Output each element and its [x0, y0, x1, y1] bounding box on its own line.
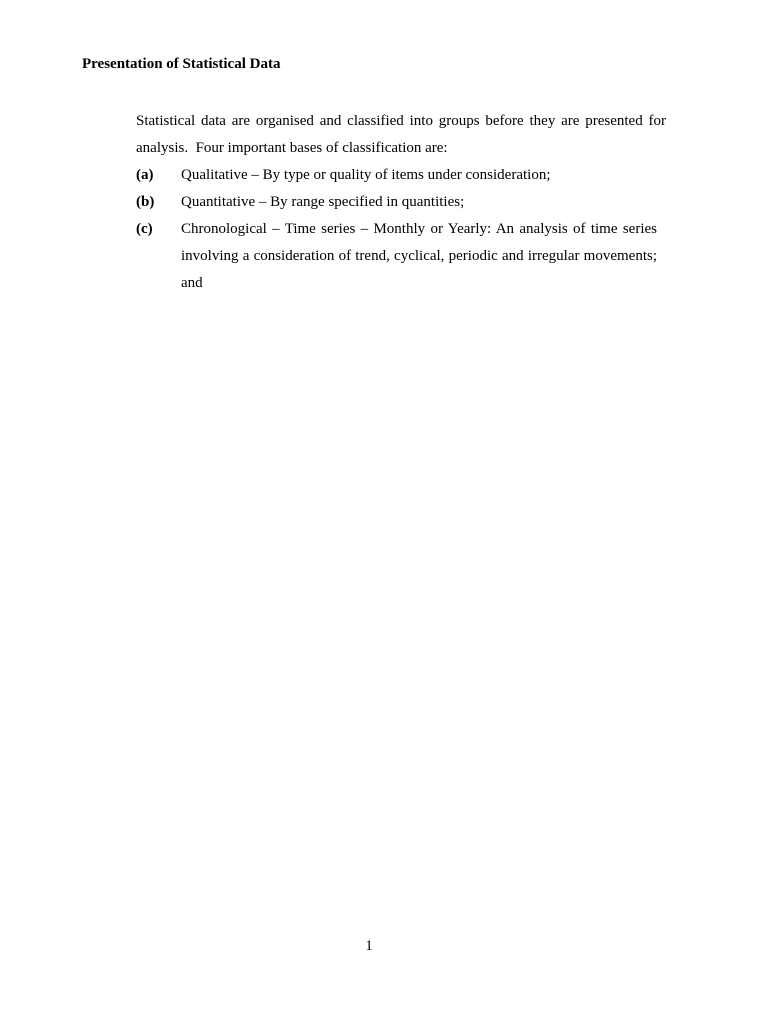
list-item [136, 216, 666, 297]
page-heading: Presentation of Statistical Data [82, 56, 281, 72]
list-item [136, 189, 666, 216]
list-item-marker: (b) [136, 194, 155, 210]
list-item-text: Qualitative – By type or quality of items under consideration; [181, 167, 551, 183]
list-item-text: Quantitative – By range specified in quantities; [181, 194, 465, 210]
body-block [136, 108, 666, 297]
list-item [136, 162, 666, 189]
intro-paragraph: Statistical data are organised and classified into groups before they are presented for analysis. Four important bases of classification are: [136, 113, 666, 156]
list-item-marker: (c) [136, 221, 153, 237]
classification-list [136, 162, 666, 297]
list-item-text: Chronological – Time series – Monthly or Yearly: An analysis of time series involving a consideration of trend, cyclical, periodic and irregular movements; and [181, 221, 657, 291]
page-number: 1 [365, 938, 373, 954]
list-item-marker: (a) [136, 167, 154, 183]
